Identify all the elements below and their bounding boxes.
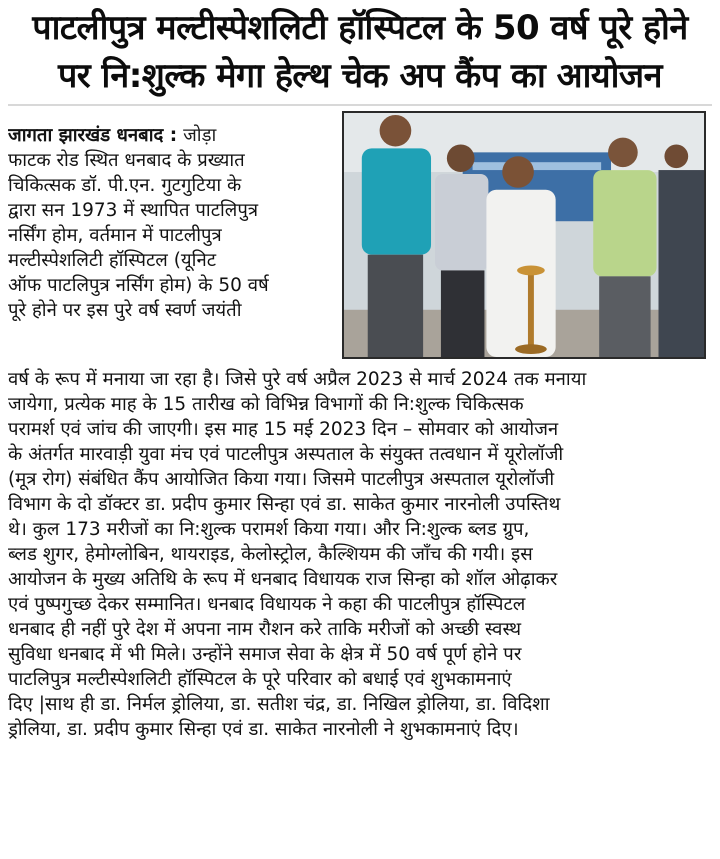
article-line-4: द्वारा सन 1973 में स्थापित पाटलिपुत्र bbox=[8, 200, 259, 221]
article-line-22: दिए |साथ ही डा. निर्मल ड्रोलिया, डा. सतीश चंद्र, डा. निखिल ड्रोलिया, डा. विदिशा bbox=[8, 694, 550, 715]
article-line-23: ड्रोलिया, डा. प्रदीप कुमार सिन्हा एवं डा. साकेत नारनोली ने शुभकामनाएं दिए। bbox=[8, 719, 519, 740]
article-line-6: मल्टीस्पेशलिटी हॉस्पिटल (यूनिट bbox=[8, 250, 217, 271]
article-line-3: चिकित्सक डॉ. पी.एन. गुटगुटिया के bbox=[8, 175, 242, 196]
article-line-14: विभाग के दो डॉक्टर डा. प्रदीप कुमार सिन्हा एवं डा. साकेत कुमार नारनोली उपस्तिथ bbox=[8, 494, 561, 515]
article-line-9: वर्ष के रूप में मनाया जा रहा है। जिसे पुरे वर्ष अप्रैल 2023 से मार्च 2024 तक मनाया bbox=[8, 369, 587, 390]
article-line-2: फाटक रोड स्थित धनबाद के प्रख्यात bbox=[8, 150, 245, 171]
article-line-8: पूरे होने पर इस पुरे वर्ष स्वर्ण जयंती bbox=[8, 300, 242, 321]
article-text: जोड़ा bbox=[177, 125, 217, 146]
headline-divider bbox=[8, 104, 712, 106]
article-line-1 bbox=[8, 124, 336, 149]
article-line-7: ऑफ पाटलिपुत्र नर्सिंग होम) के 50 वर्ष bbox=[8, 275, 269, 296]
article-line-13: (मूत्र रोग) संबंधित कैंप आयोजित किया गया। जिसमे पाटलीपुत्र अस्पताल यूरोलॉजी bbox=[8, 469, 555, 490]
article-line-11: परामर्श एवं जांच की जाएगी। इस माह 15 मई 2023 दिन – सोमवार को आयोजन bbox=[8, 419, 559, 440]
headline bbox=[8, 4, 712, 100]
article-line-16: ब्लड शुगर, हेमोग्लोबिन, थायराइड, केलोस्ट्रोल, कैल्शियम की जाँच की गयी। इस bbox=[8, 544, 533, 565]
article-line-15: थे। कुल 173 मरीजों का नि:शुल्क परामर्श किया गया। और नि:शुल्क ब्लड ग्रुप, bbox=[8, 519, 530, 540]
headline-line-2: पर नि:शुल्क मेगा हेल्थ चेक अप कैंप का आयोजन bbox=[57, 56, 662, 96]
article-line-20: सुविधा धनबाद में भी मिले। उन्होंने समाज सेवा के क्षेत्र में 50 वर्ष पूर्ण होने पर bbox=[8, 644, 522, 665]
article-line-10: जायेगा, प्रत्येक माह के 15 तारीख को विभिन्न विभागों की नि:शुल्क चिकित्सक bbox=[8, 394, 524, 415]
lamp-stand bbox=[528, 270, 534, 349]
headline-line-1: पाटलीपुत्र मल्टीस्पेशलिटी हॉस्पिटल के 50 वर्ष पूरे होने bbox=[32, 8, 688, 48]
article-line-18: एवं पुष्पगुच्छ देकर सम्मानित। धनबाद विधायक ने कहा की पाटलीपुत्र हॉस्पिटल bbox=[8, 594, 526, 615]
article-line-5: नर्सिंग होम, वर्तमान में पाटलीपुत्र bbox=[8, 225, 222, 246]
article-line-12: के अंतर्गत मारवाड़ी युवा मंच एवं पाटलीपुत्र अस्पताल के संयुक्त तत्वधान में यूरोलॉजी bbox=[8, 444, 564, 465]
event-photo bbox=[342, 111, 706, 359]
article-line-19: धनबाद ही नहीं पुरे देश में अपना नाम रौशन करे ताकि मरीजों को अच्छी स्वस्थ bbox=[8, 619, 522, 640]
lamp-lighting-photo bbox=[344, 113, 704, 357]
article-line-21: पाटलिपुत्र मल्टीस्पेशलिटी हॉस्पिटल के पूरे परिवार को बधाई एवं शुभकामनाएं bbox=[8, 669, 512, 690]
article-line-17: आयोजन के मुख्य अतिथि के रूप में धनबाद विधायक राज सिन्हा को शॉल ओढ़ाकर bbox=[8, 569, 558, 590]
dateline: जागता झारखंड धनबाद : bbox=[8, 125, 178, 146]
